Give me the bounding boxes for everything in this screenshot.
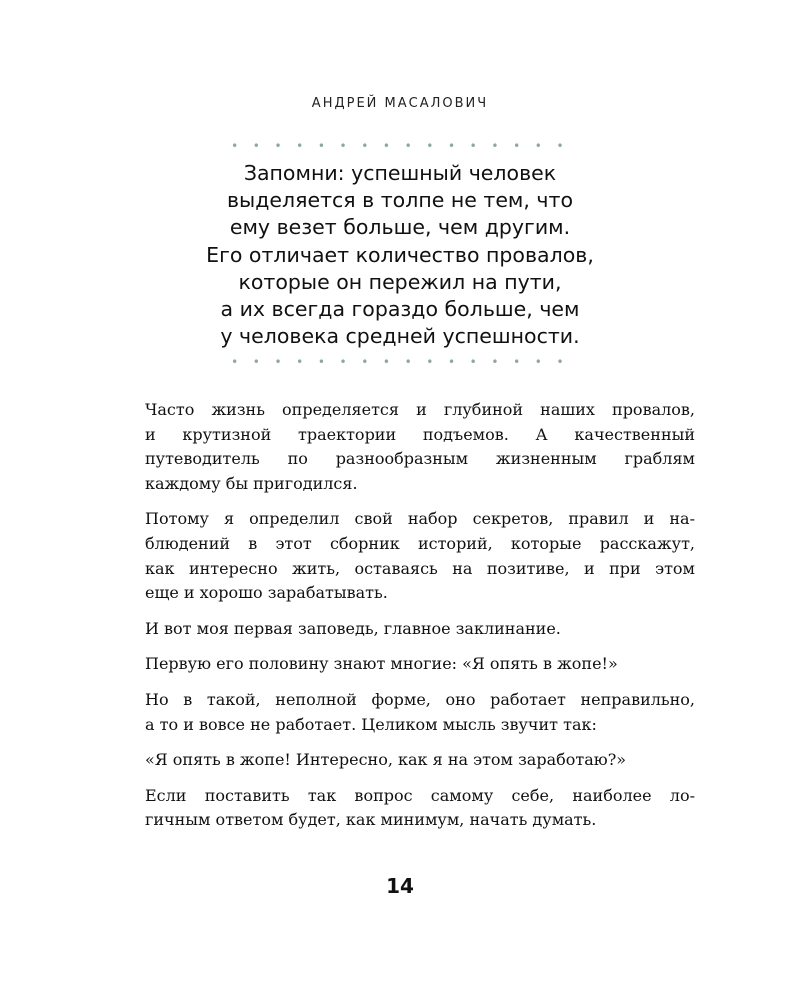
text-line: еще и хорошо зарабатывать. — [145, 583, 388, 603]
quote-line: а их всегда гораздо больше, чем — [220, 297, 580, 322]
text-line: а то и вовсе не работает. Целиком мысль звучит так: — [145, 714, 597, 734]
text-line: и крутизной траектории подъемов. А качественный — [145, 424, 695, 444]
paragraph-4 — [145, 652, 695, 677]
page-number: 14 — [386, 874, 414, 898]
paragraph-5 — [145, 688, 695, 737]
quote-line: которые он пережил на пути, — [238, 269, 562, 294]
paragraph-7 — [145, 784, 695, 833]
text-line: Часто жизнь определяется и глубиной наших провалов, — [145, 400, 695, 419]
body-text — [145, 398, 695, 844]
text-line: как интересно жить, оставаясь на позитиве, и при этом — [145, 558, 695, 578]
text-line: «Я опять в жопе! Интересно, как я на этом заработаю?» — [145, 750, 627, 770]
text-line: путеводитель по разнообразным жизненным граблям — [145, 449, 695, 469]
quote-line: у человека средней успешности. — [220, 324, 580, 349]
top-divider: • • • • • • • • • • • • • • • • — [231, 139, 569, 153]
quote-line: ему везет больше, чем другим. — [229, 215, 571, 240]
text-line: каждому бы пригодился. — [145, 473, 358, 493]
paragraph-3 — [145, 617, 695, 642]
paragraph-6 — [145, 748, 695, 773]
text-line: Первую его половину знают многие: «Я опять в жопе!» — [145, 654, 618, 674]
paragraph-1 — [145, 398, 695, 496]
pull-quote — [0, 160, 800, 350]
text-line: Если поставить так вопрос самому себе, наиболее ло- — [145, 785, 695, 805]
text-line: Потому я определил свой набор секретов, правил и на- — [145, 509, 695, 529]
paragraph-2 — [145, 507, 695, 605]
quote-line: Его отличает количество провалов, — [206, 242, 594, 267]
quote-line: Запомни: успешный человек — [243, 161, 557, 185]
text-line: гичным ответом будет, как минимум, начать думать. — [145, 810, 597, 830]
text-line: блюдений в этот сборник историй, которые расскажут, — [145, 533, 695, 553]
text-line: Но в такой, неполной форме, оно работает неправильно, — [145, 689, 695, 709]
quote-line: выделяется в толпе не тем, что — [226, 188, 574, 213]
bottom-divider: • • • • • • • • • • • • • • • • — [231, 355, 569, 369]
text-line: И вот моя первая заповедь, главное заклинание. — [145, 618, 561, 638]
running-head: АНДРЕЙ МАСАЛОВИЧ — [311, 96, 489, 111]
